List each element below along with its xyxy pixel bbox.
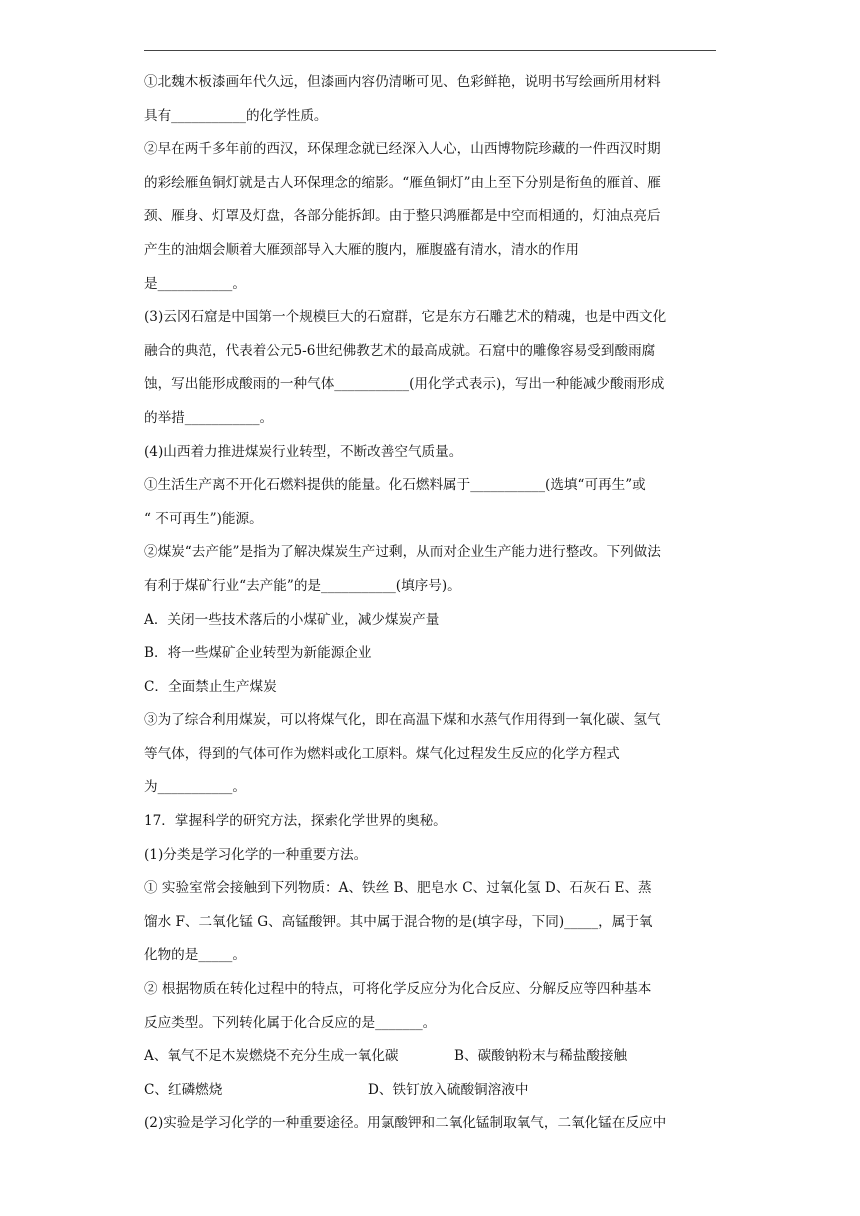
text-line: 等气体，得到的气体可作为燃料或化工原料。煤气化过程发生反应的化学方程式 — [144, 745, 620, 762]
text-line: ① 实验室常会接触到下列物质：A、铁丝 B、肥皂水 C、过氧化氢 D、石灰石 E、蒸 — [144, 880, 652, 897]
text-line: (1)分类是学习化学的一种重要方法。 — [144, 846, 368, 863]
text-line: 产生的油烟会顺着大雁颈部导入大雁的腹内，雁腹盛有清水，清水的作用 — [144, 241, 579, 258]
option-d: D、铁钉放入硫酸铜溶液中 — [368, 1081, 529, 1098]
text-line: ②煤炭“去产能”是指为了解决煤炭生产过剩，从而对企业生产能力进行整改。下列做法 — [144, 544, 661, 561]
text-line: “ 不可再生”)能源。 — [144, 510, 263, 527]
option-a: A、氧气不足木炭燃烧不充分生成一氧化碳 — [144, 1048, 399, 1065]
text-line: 融合的典范，代表着公元5-6世纪佛教艺术的最高成就。石窟中的雕像容易受到酸雨腐 — [144, 342, 656, 359]
text-line: 馏水 F、二氧化锰 G、高锰酸钾。其中属于混合物的是(填字母，下同)_____，属于氧 — [144, 913, 653, 930]
text-line: ①生活生产离不开化石燃料提供的能量。化石燃料属于___________(选填“可再生”或 — [144, 477, 646, 494]
text-line: ①北魏木板漆画年代久远，但漆画内容仍清晰可见、色彩鲜艳，说明书写绘画所用材料 — [144, 74, 661, 90]
text-line: 蚀，写出能形成酸雨的一种气体___________(用化学式表示)，写出一种能减少酸雨形成 — [144, 376, 665, 393]
text-line: 具有___________的化学性质。 — [144, 107, 328, 124]
text-line: 是___________。 — [144, 275, 246, 292]
text-line: (3)云冈石窟是中国第一个规模巨大的石窟群，它是东方石雕艺术的精魂，也是中西文化 — [144, 309, 667, 326]
option-c: C、红磷燃烧 — [144, 1081, 223, 1098]
text-line: 化物的是_____。 — [144, 947, 246, 964]
question-heading: 17．掌握科学的研究方法，探索化学世界的奥秘。 — [144, 813, 447, 830]
option-line: B．将一些煤矿企业转型为新能源企业 — [144, 645, 372, 662]
text-line: 有利于煤矿行业“去产能”的是___________(填序号)。 — [144, 577, 461, 594]
text-line: 反应类型。下列转化属于化合反应的是_______。 — [144, 1014, 437, 1031]
text-line: (4)山西着力推进煤炭行业转型，不断改善空气质量。 — [144, 443, 463, 460]
header-rule — [144, 50, 716, 51]
option-row — [144, 1040, 716, 1074]
text-line: 的举措___________。 — [144, 409, 274, 426]
option-line: A．关闭一些技术落后的小煤矿业，减少煤炭产量 — [144, 611, 440, 628]
option-b: B、碳酸钠粉末与稀盐酸接触 — [454, 1048, 628, 1065]
text-line: ③为了综合利用煤炭，可以将煤气化，即在高温下煤和水蒸气作用得到一氧化碳、氢气 — [144, 712, 661, 729]
text-line: 为___________。 — [144, 779, 246, 796]
text-line: ② 根据物质在转化过程中的特点，可将化学反应分为化合反应、分解反应等四种基本 — [144, 981, 652, 998]
text-line: (2)实验是学习化学的一种重要途径。用氯酸钾和二氧化锰制取氧气，二氧化锰在反应中 — [144, 1115, 667, 1132]
option-row — [144, 1074, 716, 1108]
option-line: C．全面禁止生产煤炭 — [144, 678, 277, 695]
text-line: 颈、雁身、灯罩及灯盘，各部分能拆卸。由于整只鸿雁都是中空而相通的，灯油点亮后 — [144, 208, 661, 225]
text-line: ②早在两千多年前的西汉，环保理念就已经深入人心，山西博物院珍藏的一件西汉时期 — [144, 141, 661, 158]
text-line: 的彩绘雁鱼铜灯就是古人环保理念的缩影。“雁鱼铜灯”由上至下分别是衔鱼的雁首、雁 — [144, 174, 661, 191]
question-body — [144, 66, 716, 1141]
